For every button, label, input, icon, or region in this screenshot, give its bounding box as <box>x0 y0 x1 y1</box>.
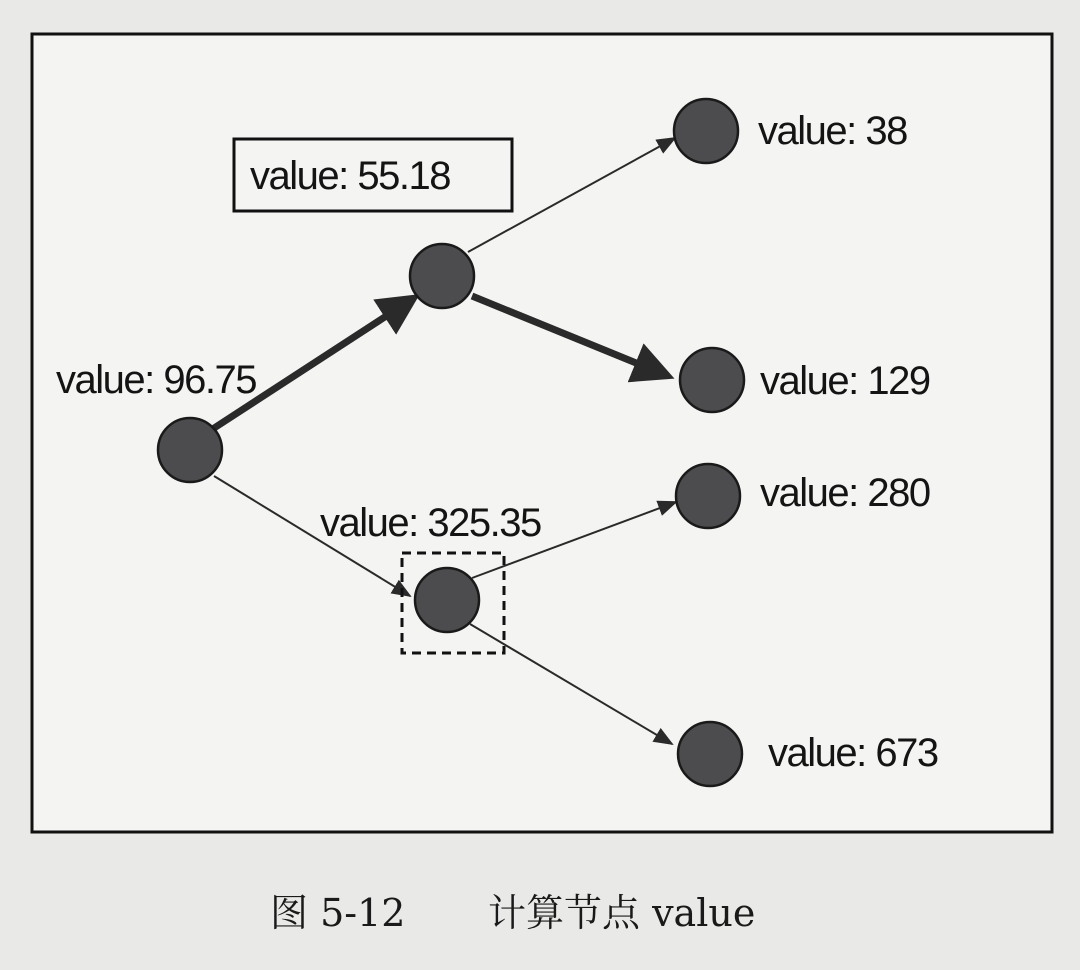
node-root <box>158 418 222 482</box>
caption-figure-number: 图 5-12 <box>270 891 406 935</box>
figure-caption <box>270 891 755 935</box>
label-leaf4: value: 673 <box>768 731 938 775</box>
label-root: value: 96.75 <box>56 358 256 402</box>
label-leaf3: value: 280 <box>760 471 930 515</box>
node-lower <box>415 568 479 632</box>
node-leaf2 <box>680 348 744 412</box>
label-leaf2: value: 129 <box>760 359 930 403</box>
node-leaf4 <box>678 722 742 786</box>
label-lower: value: 325.35 <box>320 501 541 545</box>
node-leaf3 <box>676 464 740 528</box>
node-upper <box>410 244 474 308</box>
caption-title: 计算节点 value <box>488 891 756 935</box>
node-leaf1 <box>674 99 738 163</box>
label-leaf1: value: 38 <box>758 109 907 153</box>
label-upper: value: 55.18 <box>250 154 450 198</box>
